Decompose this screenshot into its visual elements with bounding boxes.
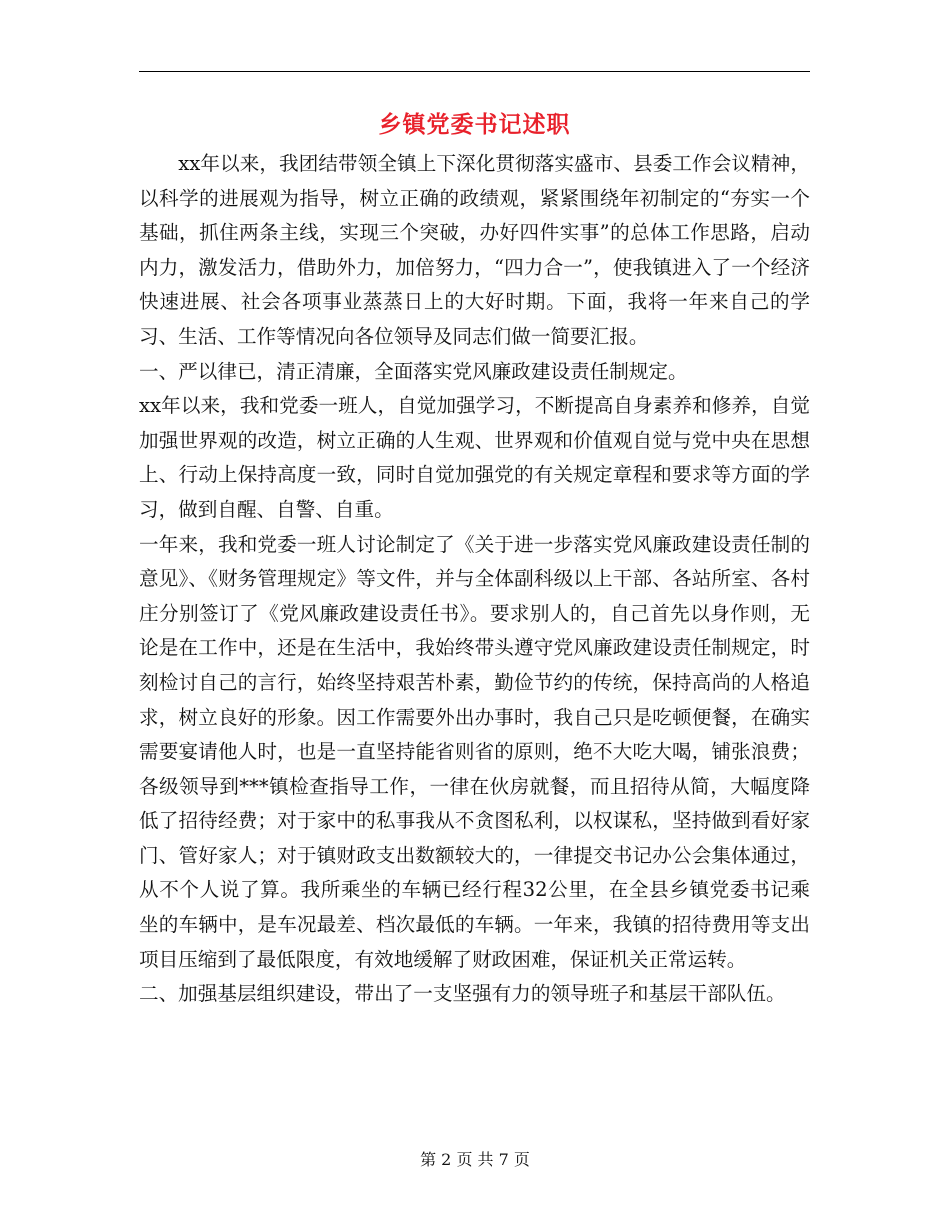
document-title: 乡镇党委书记述职 bbox=[378, 111, 571, 138]
section-heading-1: 一、严以律已，清正清廉，全面落实党风廉政建设责任制规定。 bbox=[139, 359, 688, 383]
header-rule bbox=[139, 71, 810, 72]
paragraph-study: xx年以来，我和党委一班人，自觉加强学习，不断提高自身素养和修养，自觉加强世界观的改造，树立正确的人生观、世界观和价值观自觉与党中央在思想上、行动上保持高度一致，同时自觉加强党的有关规定章程和要求等方面的学习，做到自醒、自警、自重。 bbox=[139, 394, 810, 521]
paragraph-intro: xx年以来，我团结带领全镇上下深化贯彻落实盛市、县委工作会议精神，以科学的进展观为指导，树立正确的政绩观，紧紧围绕年初制定的“夯实一个基础，抓住两条主线，实现三个突破，办好四件实事”的总体工作思路，启动内力，激发活力，借助外力，加倍努力，“四力合一”，使我镇进入了一个经济快速进展、社会各项事业蒸蒸日上的大好时期。下面，我将一年来自己的学习、生活、工作等情况向各位领导及同志们做一简要汇报。 bbox=[139, 152, 810, 348]
page-number-footer: 第 2 页 共 7 页 bbox=[420, 1150, 530, 1169]
section-heading-2: 二、加强基层组织建设，带出了一支坚强有力的领导班子和基层干部队伍。 bbox=[139, 982, 786, 1006]
paragraph-integrity: 一年来，我和党委一班人讨论制定了《关于进一步落实党风廉政建设责任制的意见》、《财务管理规定》等文件，并与全体副科级以上干部、各站所室、各村庄分别签订了《党风廉政建设责任书》。要求别人的，自己首先以身作则，无论是在工作中，还是在生活中，我始终带头遵守党风廉政建设责任制规定，时刻检讨自己的言行，始终坚持艰苦朴素，勤俭节约的传统，保持高尚的人格追求，树立良好的形象。因工作需要外出办事时，我自己只是吃顿便餐，在确实需要宴请他人时，也是一直坚持能省则省的原则，绝不大吃大喝，铺张浪费；各级领导到***镇检查指导工作，一律在伙房就餐，而且招待从简，大幅度降低了招待经费；对于家中的私事我从不贪图私利，以权谋私，坚持做到看好家门、管好家人；对于镇财政支出数额较大的，一律提交书记办公会集体通过，从不个人说了算。我所乘坐的车辆已经行程32公里，在全县乡镇党委书记乘坐的车辆中，是车况最差、档次最低的车辆。一年来，我镇的招待费用等支出项目压缩到了最低限度，有效地缓解了财政困难，保证机关正常运转。 bbox=[139, 532, 810, 971]
document-body bbox=[139, 147, 810, 1012]
